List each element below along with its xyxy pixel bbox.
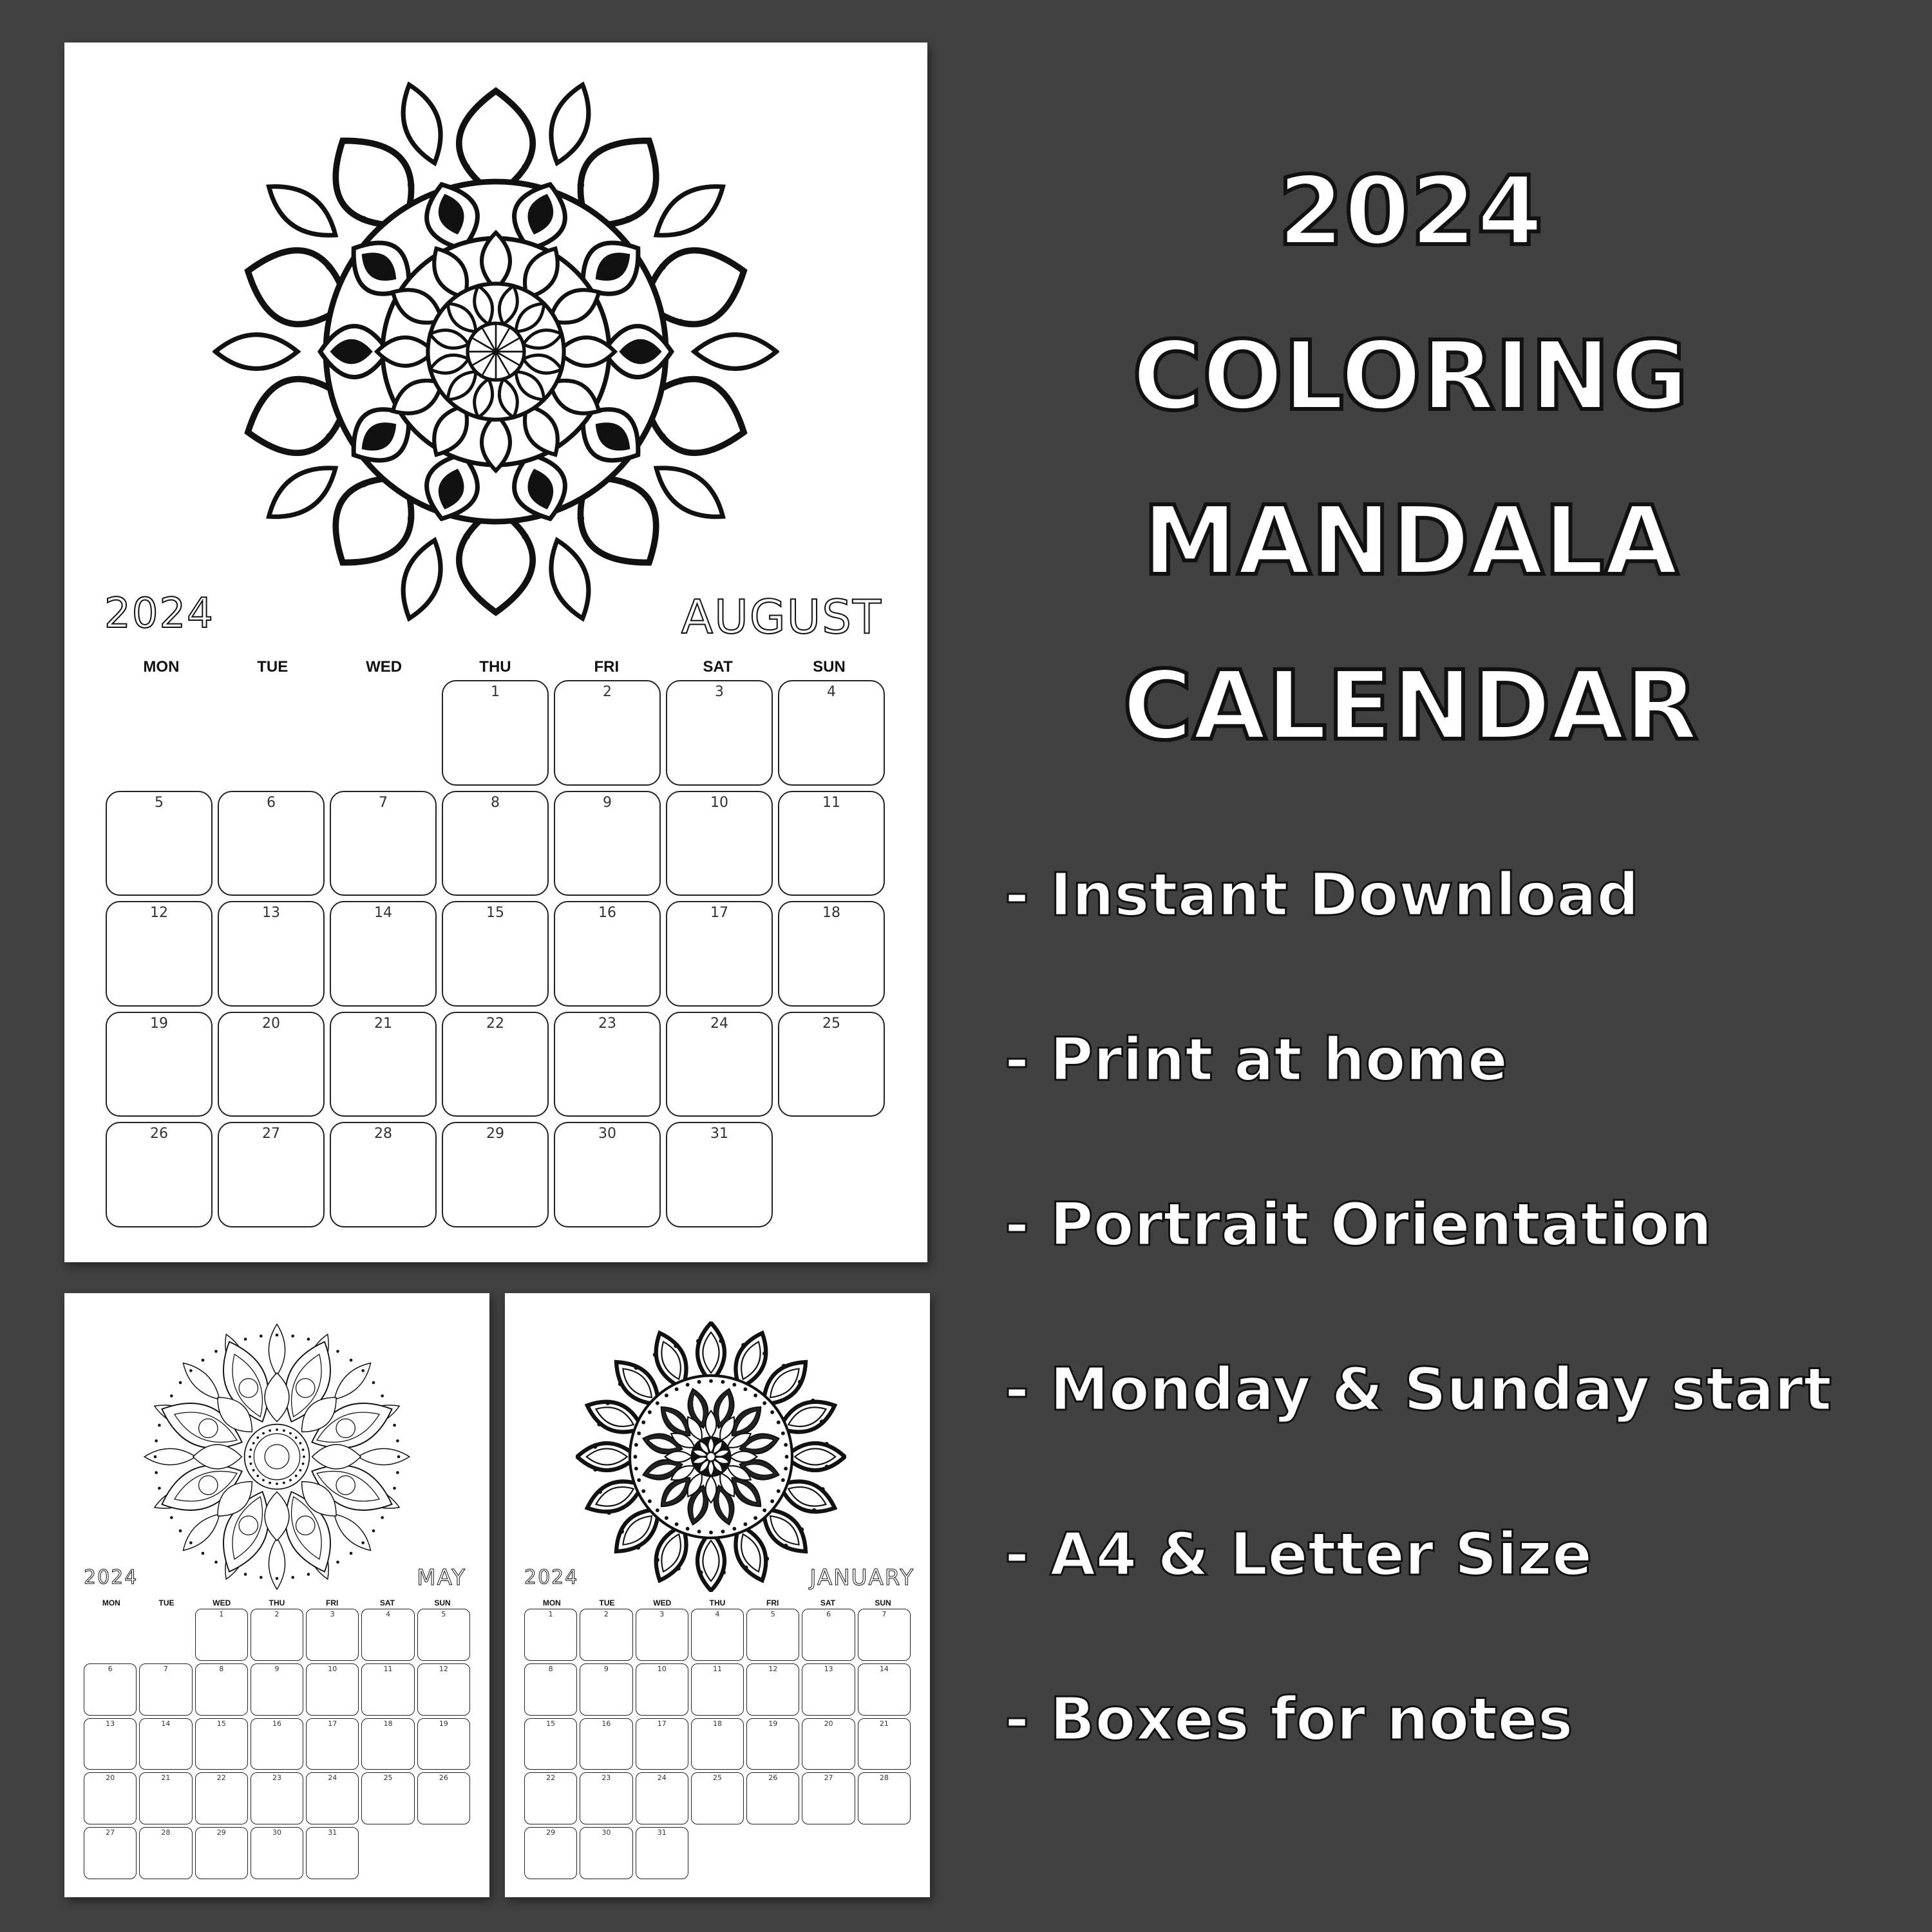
weekday-label: TUE xyxy=(158,1598,175,1607)
day-cell xyxy=(746,1663,799,1716)
day-number: 26 xyxy=(439,1774,448,1783)
feature-item: - Instant Download xyxy=(1005,860,1640,929)
weekday-label: SAT xyxy=(379,1598,395,1607)
weekday-header xyxy=(524,1598,911,1607)
day-cell xyxy=(139,1663,192,1716)
day-number: 20 xyxy=(262,1015,280,1032)
day-cell xyxy=(195,1772,248,1824)
day-number: 4 xyxy=(386,1610,391,1618)
day-cell xyxy=(218,791,325,896)
weekday-label: THU xyxy=(709,1598,726,1607)
day-cell xyxy=(636,1609,688,1661)
mandala-illustration xyxy=(213,68,779,635)
day-number: 22 xyxy=(486,1015,504,1032)
day-cell xyxy=(778,680,885,786)
day-cell xyxy=(106,901,213,1007)
day-number: 27 xyxy=(262,1126,280,1142)
day-number: 29 xyxy=(546,1828,556,1837)
day-number: 28 xyxy=(374,1126,392,1142)
day-cell xyxy=(306,1663,359,1716)
day-cell xyxy=(306,1718,359,1770)
day-number: 10 xyxy=(328,1664,337,1673)
day-cell xyxy=(666,1122,773,1227)
weekday-label: THU xyxy=(479,658,511,676)
headline-mandala: MANDALA xyxy=(1142,486,1678,596)
day-cell xyxy=(106,1012,213,1117)
day-number: 26 xyxy=(768,1774,778,1783)
day-number: 2 xyxy=(603,684,612,700)
day-cell xyxy=(858,1772,911,1824)
day-number: 12 xyxy=(150,905,168,922)
day-cell xyxy=(442,680,549,786)
day-cell xyxy=(802,1772,855,1824)
day-grid xyxy=(84,1609,470,1879)
day-number: 24 xyxy=(710,1015,728,1032)
day-cell xyxy=(361,1718,414,1770)
day-cell xyxy=(361,1609,414,1661)
day-number: 28 xyxy=(879,1774,889,1783)
day-cell xyxy=(330,901,437,1007)
day-number: 3 xyxy=(715,684,724,700)
day-cell xyxy=(330,1012,437,1117)
day-cell xyxy=(778,901,885,1007)
weekday-header xyxy=(106,658,885,676)
day-grid xyxy=(106,680,885,1227)
day-number: 16 xyxy=(601,1719,611,1728)
weekday-label: TUE xyxy=(257,658,289,676)
day-number: 13 xyxy=(824,1664,833,1673)
weekday-label: SAT xyxy=(820,1598,835,1607)
day-number: 21 xyxy=(879,1719,889,1728)
day-number: 14 xyxy=(879,1664,889,1673)
day-number: 13 xyxy=(262,905,280,922)
day-number: 23 xyxy=(598,1015,616,1032)
day-number: 3 xyxy=(659,1610,665,1618)
day-number: 11 xyxy=(822,794,840,811)
weekday-label: SUN xyxy=(434,1598,451,1607)
day-cell xyxy=(330,791,437,896)
headline-coloring: COLORING xyxy=(1132,321,1689,431)
day-cell xyxy=(361,1772,414,1824)
feature-item: - Boxes for notes xyxy=(1005,1685,1573,1754)
weekday-label: FRI xyxy=(325,1598,339,1607)
weekday-label: FRI xyxy=(594,658,620,676)
day-cell xyxy=(417,1609,470,1661)
weekday-label: WED xyxy=(366,658,402,676)
day-cell xyxy=(580,1609,632,1661)
day-number: 26 xyxy=(150,1126,168,1142)
day-cell xyxy=(442,1012,549,1117)
day-cell xyxy=(524,1663,577,1716)
day-number: 21 xyxy=(374,1015,392,1032)
day-cell xyxy=(417,1772,470,1824)
day-number: 23 xyxy=(601,1774,611,1783)
day-number: 22 xyxy=(216,1774,226,1783)
day-cell xyxy=(802,1663,855,1716)
day-cell xyxy=(691,1609,744,1661)
feature-item: - Portrait Orientation xyxy=(1005,1190,1712,1259)
day-number: 29 xyxy=(486,1126,504,1142)
calendar-page-january xyxy=(505,1293,930,1897)
day-number: 19 xyxy=(768,1719,778,1728)
day-cell xyxy=(580,1663,632,1716)
day-cell xyxy=(251,1772,303,1824)
day-number: 6 xyxy=(108,1664,113,1673)
day-cell xyxy=(858,1609,911,1661)
weekday-label: THU xyxy=(269,1598,285,1607)
day-number: 12 xyxy=(439,1664,448,1673)
day-number: 9 xyxy=(274,1664,279,1673)
day-cell xyxy=(666,901,773,1007)
day-number: 30 xyxy=(272,1828,281,1837)
day-cell xyxy=(306,1609,359,1661)
day-number: 17 xyxy=(657,1719,667,1728)
day-number: 18 xyxy=(712,1719,722,1728)
day-number: 25 xyxy=(712,1774,722,1783)
day-number: 8 xyxy=(548,1664,553,1673)
day-number: 31 xyxy=(710,1126,728,1142)
day-number: 27 xyxy=(824,1774,833,1783)
day-cell xyxy=(442,901,549,1007)
day-number: 10 xyxy=(710,794,728,811)
day-cell xyxy=(802,1609,855,1661)
day-number: 6 xyxy=(267,794,276,811)
day-cell xyxy=(666,680,773,786)
mandala-illustration xyxy=(576,1321,846,1592)
day-number: 5 xyxy=(441,1610,446,1618)
day-cell xyxy=(251,1609,303,1661)
feature-item: - Print at home xyxy=(1005,1025,1508,1094)
day-number: 19 xyxy=(150,1015,168,1032)
headline-calendar: CALENDAR xyxy=(1122,650,1698,761)
day-number: 13 xyxy=(106,1719,115,1728)
day-cell xyxy=(524,1827,577,1879)
day-number: 1 xyxy=(491,684,500,700)
calendar-month: AUGUST xyxy=(681,590,882,644)
day-cell xyxy=(195,1609,248,1661)
calendar-page-may xyxy=(64,1293,489,1897)
feature-item: - A4 & Letter Size xyxy=(1005,1520,1593,1589)
day-number: 24 xyxy=(328,1774,337,1783)
mandala-illustration xyxy=(142,1321,412,1592)
weekday-label: FRI xyxy=(766,1598,779,1607)
day-number: 12 xyxy=(768,1664,778,1673)
day-cell xyxy=(524,1718,577,1770)
day-cell xyxy=(195,1827,248,1879)
day-cell xyxy=(218,1012,325,1117)
day-cell xyxy=(306,1772,359,1824)
calendar-year: 2024 xyxy=(84,1566,138,1589)
day-grid xyxy=(524,1609,911,1879)
day-number: 16 xyxy=(598,905,616,922)
day-cell xyxy=(636,1827,688,1879)
weekday-label: SAT xyxy=(703,658,733,676)
day-number: 18 xyxy=(822,905,840,922)
day-number: 30 xyxy=(598,1126,616,1142)
day-number: 25 xyxy=(383,1774,393,1783)
day-cell xyxy=(691,1718,744,1770)
day-number: 22 xyxy=(546,1774,556,1783)
day-number: 14 xyxy=(161,1719,171,1728)
day-cell xyxy=(746,1609,799,1661)
day-number: 30 xyxy=(601,1828,611,1837)
day-number: 31 xyxy=(328,1828,337,1837)
day-cell xyxy=(524,1772,577,1824)
day-cell xyxy=(554,1012,661,1117)
day-cell xyxy=(858,1718,911,1770)
day-number: 14 xyxy=(374,905,392,922)
calendar-year: 2024 xyxy=(524,1566,579,1589)
day-number: 25 xyxy=(822,1015,840,1032)
calendar-page-august xyxy=(64,43,927,1262)
day-cell xyxy=(139,1827,192,1879)
day-cell xyxy=(417,1663,470,1716)
day-cell xyxy=(858,1663,911,1716)
day-number: 2 xyxy=(603,1610,609,1618)
day-number: 16 xyxy=(272,1719,281,1728)
weekday-header xyxy=(84,1598,470,1607)
day-number: 27 xyxy=(106,1828,115,1837)
day-cell xyxy=(218,1122,325,1227)
day-cell xyxy=(554,1122,661,1227)
calendar-month: MAY xyxy=(417,1565,466,1591)
weekday-label: SUN xyxy=(875,1598,891,1607)
day-cell xyxy=(580,1827,632,1879)
day-cell xyxy=(106,791,213,896)
day-number: 6 xyxy=(826,1610,831,1618)
day-number: 9 xyxy=(603,1664,609,1673)
day-number: 17 xyxy=(710,905,728,922)
day-cell xyxy=(106,1122,213,1227)
day-cell xyxy=(306,1827,359,1879)
day-number: 1 xyxy=(548,1610,553,1618)
day-cell xyxy=(666,1012,773,1117)
day-number: 11 xyxy=(712,1664,722,1673)
day-number: 19 xyxy=(439,1719,448,1728)
day-number: 15 xyxy=(546,1719,556,1728)
day-number: 20 xyxy=(824,1719,833,1728)
day-cell xyxy=(361,1663,414,1716)
day-cell xyxy=(778,1012,885,1117)
day-cell xyxy=(802,1718,855,1770)
weekday-label: MON xyxy=(143,658,180,676)
day-cell xyxy=(746,1772,799,1824)
day-cell xyxy=(691,1663,744,1716)
day-cell xyxy=(691,1772,744,1824)
day-cell xyxy=(139,1772,192,1824)
day-number: 21 xyxy=(161,1774,171,1783)
day-cell xyxy=(251,1663,303,1716)
day-number: 5 xyxy=(155,794,164,811)
product-headline xyxy=(992,129,1829,788)
day-cell xyxy=(554,680,661,786)
day-number: 8 xyxy=(491,794,500,811)
day-number: 17 xyxy=(328,1719,337,1728)
day-cell xyxy=(218,901,325,1007)
day-cell xyxy=(84,1827,137,1879)
day-cell xyxy=(554,791,661,896)
day-cell xyxy=(554,901,661,1007)
day-number: 7 xyxy=(163,1664,168,1673)
day-cell xyxy=(778,791,885,896)
day-number: 1 xyxy=(219,1610,224,1618)
day-cell xyxy=(524,1609,577,1661)
headline-year: 2024 xyxy=(1278,156,1543,267)
feature-item: - Monday & Sunday start xyxy=(1005,1355,1832,1424)
day-number: 8 xyxy=(219,1664,224,1673)
day-cell xyxy=(139,1718,192,1770)
day-cell xyxy=(195,1663,248,1716)
feature-list xyxy=(1005,850,1919,1839)
day-number: 18 xyxy=(383,1719,393,1728)
day-cell xyxy=(330,1122,437,1227)
day-number: 3 xyxy=(330,1610,335,1618)
day-number: 28 xyxy=(161,1828,171,1837)
day-number: 31 xyxy=(657,1828,667,1837)
day-cell xyxy=(84,1718,137,1770)
day-cell xyxy=(442,1122,549,1227)
day-cell xyxy=(251,1718,303,1770)
day-cell xyxy=(442,791,549,896)
weekday-label: MON xyxy=(102,1598,120,1607)
weekday-label: TUE xyxy=(599,1598,615,1607)
day-cell xyxy=(580,1718,632,1770)
day-number: 29 xyxy=(216,1828,226,1837)
day-cell xyxy=(636,1772,688,1824)
day-number: 2 xyxy=(274,1610,279,1618)
day-cell xyxy=(251,1827,303,1879)
day-cell xyxy=(636,1718,688,1770)
day-cell xyxy=(746,1718,799,1770)
day-number: 15 xyxy=(486,905,504,922)
day-number: 15 xyxy=(216,1719,226,1728)
day-number: 4 xyxy=(715,1610,720,1618)
day-number: 23 xyxy=(272,1774,281,1783)
calendar-month: JANUARY xyxy=(810,1565,914,1591)
day-number: 20 xyxy=(106,1774,115,1783)
day-cell xyxy=(84,1663,137,1716)
day-number: 10 xyxy=(657,1664,667,1673)
day-number: 9 xyxy=(603,794,612,811)
weekday-label: SUN xyxy=(813,658,846,676)
day-number: 5 xyxy=(770,1610,775,1618)
day-number: 4 xyxy=(827,684,836,700)
day-cell xyxy=(195,1718,248,1770)
weekday-label: WED xyxy=(653,1598,672,1607)
day-cell xyxy=(84,1772,137,1824)
day-number: 7 xyxy=(379,794,388,811)
weekday-label: WED xyxy=(213,1598,231,1607)
day-cell xyxy=(636,1663,688,1716)
day-cell xyxy=(417,1718,470,1770)
day-number: 24 xyxy=(657,1774,667,1783)
weekday-label: MON xyxy=(542,1598,561,1607)
day-cell xyxy=(666,791,773,896)
calendar-year: 2024 xyxy=(104,590,214,638)
day-number: 7 xyxy=(882,1610,887,1618)
day-number: 11 xyxy=(383,1664,393,1673)
day-cell xyxy=(580,1772,632,1824)
